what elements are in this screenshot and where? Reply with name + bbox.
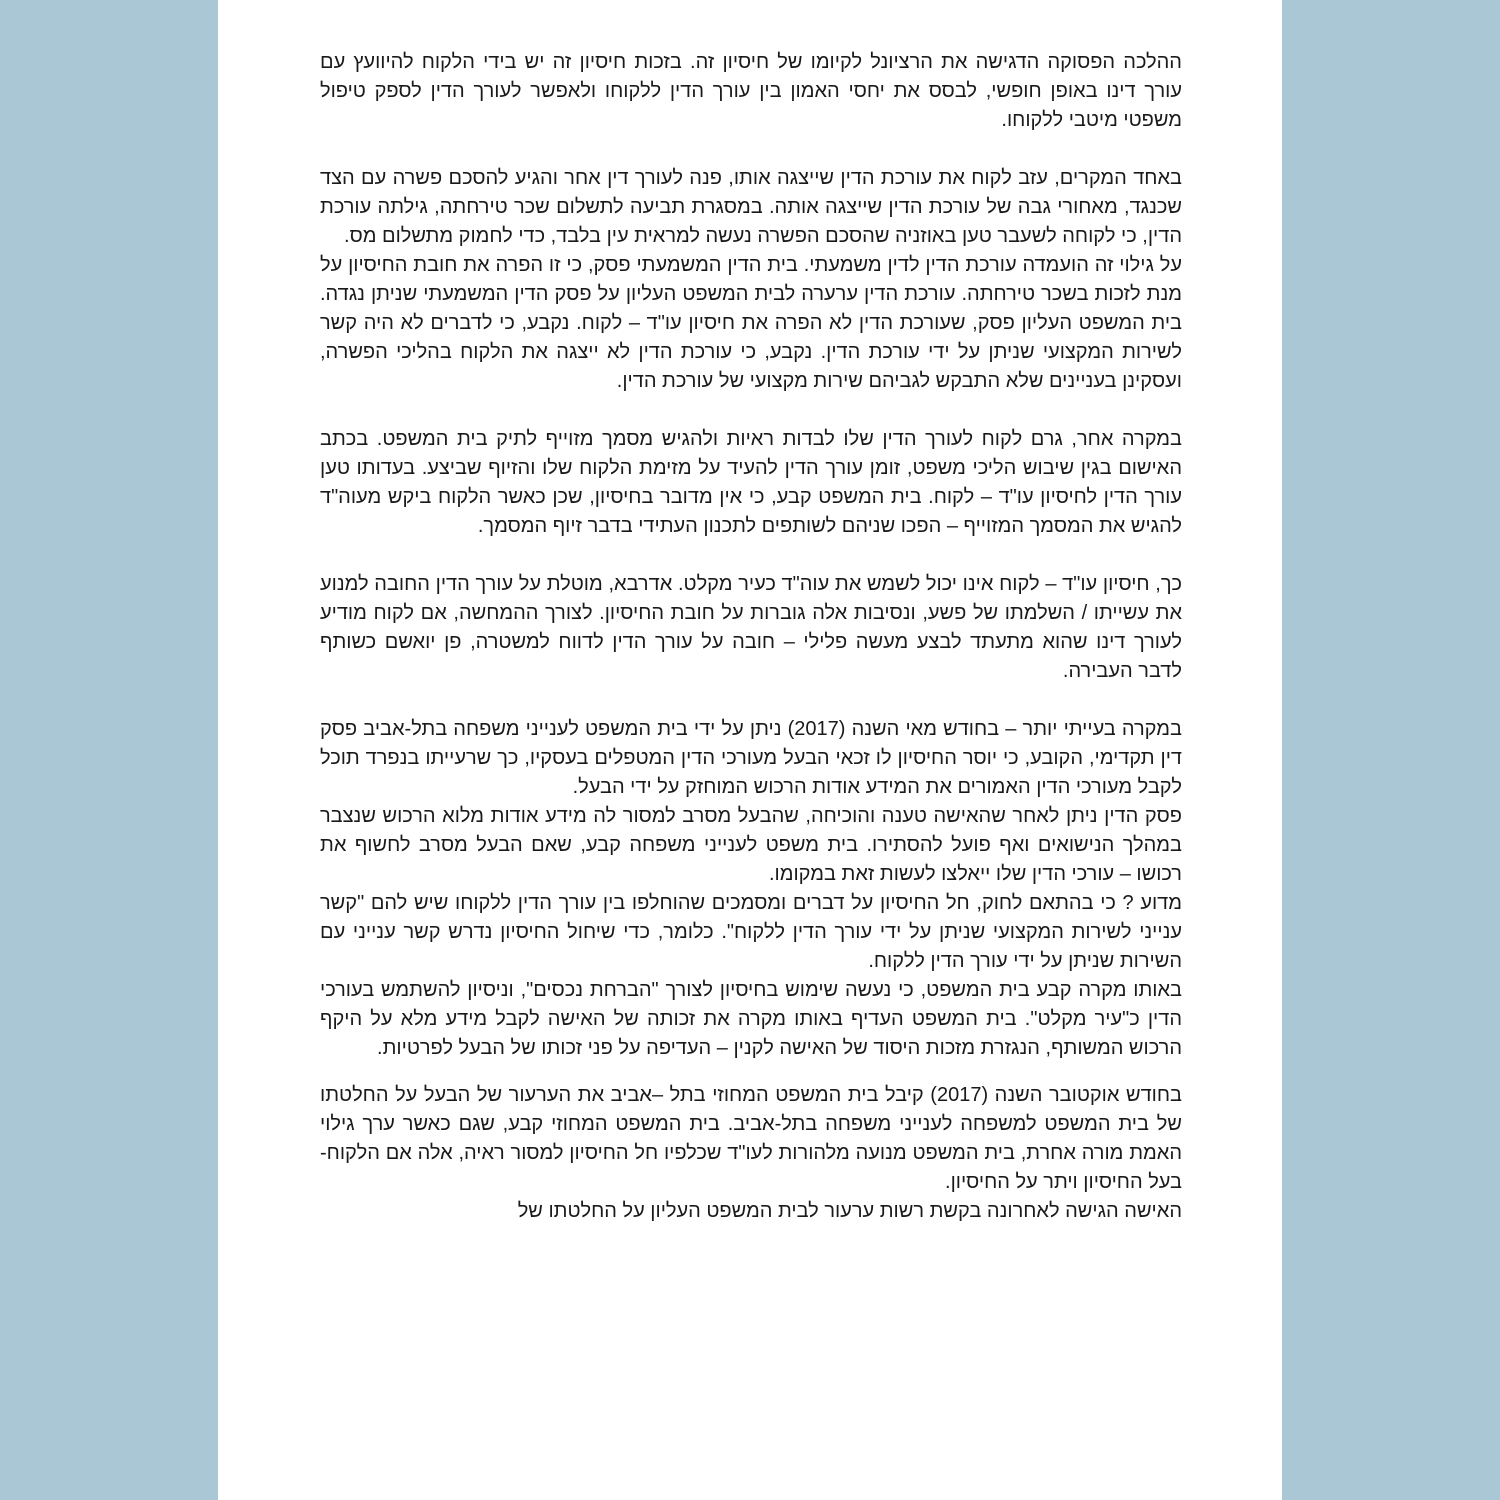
paragraph-11: האישה הגישה לאחרונה בקשת רשות ערעור לבית המשפט העליון על החלטתו של <box>517 1200 1182 1222</box>
document-page <box>218 0 1282 1500</box>
paragraph-7: פסק הדין ניתן לאחר שהאישה טענה והוכיחה, שהבעל מסרב למסור לה מידע אודות מלוא הרכוש שנצבר במהלך הנישואים ואף פועל להסתירו. בית משפט לענייני משפחה קבע, שאם הבעל מסרב לחשוף את רכושו – עורכי הדין שלו ייאלצו לעשות זאת במקומו. <box>320 805 1182 885</box>
paragraph-8: מדוע ? כי בהתאם לחוק, חל החיסיון על דברים ומסמכים שהוחלפו בין עורך הדין ללקוחו שיש להם "קשר ענייני לשירות המקצועי שניתן על ידי עורך הדין ללקוח". כלומר, כדי שיחול החיסיון נדרש קשר ענייני עם השירות שניתן על ידי עורך הדין ללקוח. <box>320 892 1182 972</box>
paragraph-6: במקרה בעייתי יותר – בחודש מאי השנה (2017) ניתן על ידי בית המשפט לענייני משפחה בתל-אביב פסק דין תקדימי, הקובע, כי יוסר החיסיון לו זכאי הבעל מעורכי הדין המטפלים בעסקיו, כך שרעייתו בנפרד תוכל לקבל מעורכי הדין האמורים את המידע אודות הרכוש המוחזק על ידי הבעל. <box>320 718 1182 798</box>
document-body <box>320 48 1182 1226</box>
paragraph-9: באותו מקרה קבע בית המשפט, כי נעשה שימוש בחיסיון לצורך "הברחת נכסים", וניסיון להשתמש בעורכי הדין כ"עיר מקלט". בית המשפט העדיף באותו מקרה את זכותה של האישה לקבל מידע מלא על היקף הרכוש המשותף, הנגזרת מזכות היסוד של האישה לקנין – העדיפה על פני זכותו של הבעל לפרטיות. <box>320 979 1182 1059</box>
paragraph-5: כך, חיסיון עו"ד – לקוח אינו יכול לשמש את עוה"ד כעיר מקלט. אדרבא, מוטלת על עורך הדין החובה למנוע את עשייתו / השלמתו של פשע, ונסיבות אלה גוברות על חובת החיסיון. לצורך ההמחשה, אם לקוח מודיע לעורך דינו שהוא מתעתד לבצע מעשה פלילי – חובה על עורך הדין לדווח למשטרה, פן יואשם כשותף לדבר העבירה. <box>320 573 1182 682</box>
paragraph-2: באחד המקרים, עזב לקוח את עורכת הדין שייצגה אותו, פנה לעורך דין אחר והגיע להסכם פשרה עם הצד שכנגד, מאחורי גבה של עורכת הדין שייצגה אותה. במסגרת תביעה לתשלום שכר טירחתה, גילתה עורכת הדין, כי לקוחה לשעבר טען באוזניה שהסכם הפשרה נעשה למראית עין בלבד, כדי לחמוק מתשלום מס. <box>320 167 1182 247</box>
paragraph-10: בחודש אוקטובר השנה (2017) קיבל בית המשפט המחוזי בתל –אביב את הערעור של הבעל על החלטתו של בית המשפט למשפחה לענייני משפחה בתל-אביב. בית המשפט המחוזי קבע, שגם כאשר ערך גילוי האמת מורה אחרת, בית המשפט מנועה מלהורות לעו"ד שכלפיו חל החיסיון למסור ראיה, אלה אם הלקוח- בעל החיסיון ויתר על החיסיון. <box>320 1084 1182 1193</box>
paragraph-1: ההלכה הפסוקה הדגישה את הרציונל לקיומו של חיסיון זה. בזכות חיסיון זה יש בידי הלקוח להיוועץ עם עורך דינו באופן חופשי, לבסס את יחסי האמון בין עורך הדין ללקוחו ולאפשר לעורך הדין לספק טיפול משפטי מיטבי ללקוחו. <box>320 51 1182 131</box>
paragraph-4: במקרה אחר, גרם לקוח לעורך הדין שלו לבדות ראיות ולהגיש מסמך מזוייף לתיק בית המשפט. בכתב האישום בגין שיבוש הליכי משפט, זומן עורך הדין להעיד על מזימת הלקוח שלו והזיוף שביצע. בעדותו טען עורך הדין לחיסיון עו"ד – לקוח. בית המשפט קבע, כי אין מדובר בחיסיון, שכן כאשר הלקוח ביקש מעוה"ד להגיש את המסמך המזוייף – הפכו שניהם לשותפים לתכנון העתידי בדבר זיוף המסמך. <box>320 428 1182 537</box>
paragraph-3: על גילוי זה הועמדה עורכת הדין לדין משמעתי. בית הדין המשמעתי פסק, כי זו הפרה את חובת החיסיון על מנת לזכות בשכר טירחתה. עורכת הדין ערערה לבית המשפט העליון על פסק הדין המשמעתי שניתן נגדה. בית המשפט העליון פסק, שעורכת הדין לא הפרה את חיסיון עו"ד – לקוח. נקבע, כי לדברים לא היה קשר לשירות המקצועי שניתן על ידי עורכת הדין. נקבע, כי עורכת הדין לא ייצגה את הלקוח בהליכי הפשרה, ועסקינן בעניינים שלא התבקש לגביהם שירות מקצועי של עורכת הדין. <box>320 254 1182 392</box>
